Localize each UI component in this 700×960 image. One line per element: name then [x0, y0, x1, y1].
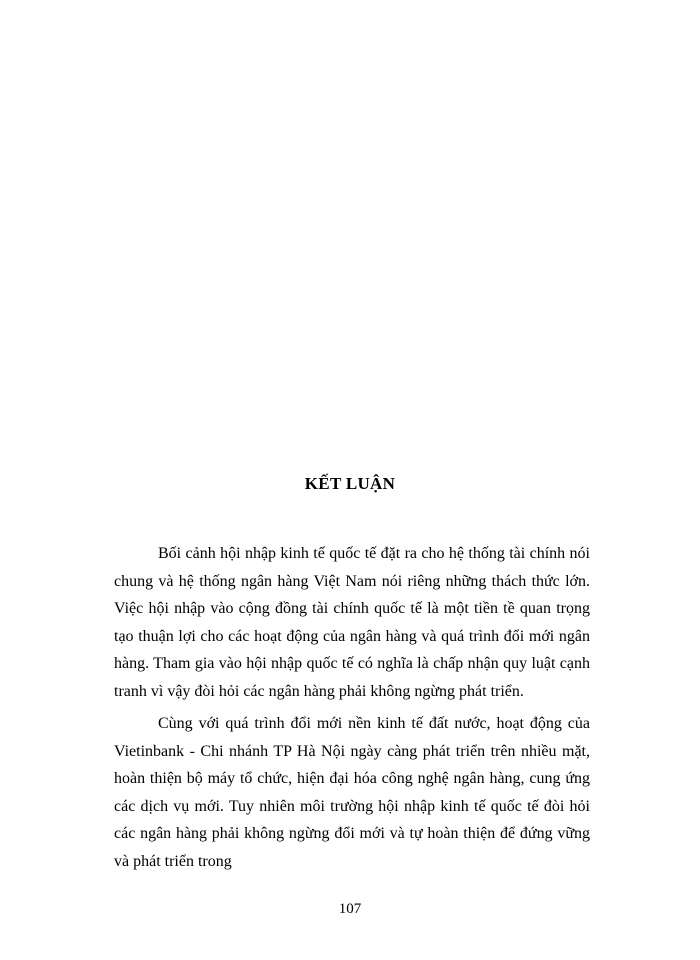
body-paragraph-1: Bối cảnh hội nhập kinh tế quốc tế đặt ra cho hệ thống tài chính nói chung và hệ thống ngân hàng Việt Nam nói riêng những thách thức lớn. Việc hội nhập vào cộng đồng tài chính quốc tế là một tiền tề quan trọng tạo thuận lợi cho các hoạt động của ngân hàng và quá trình đổi mới ngân hàng. Tham gia vào hội nhập quốc tế có nghĩa là chấp nhận quy luật cạnh tranh vì vậy đòi hỏi các ngân hàng phải không ngừng phát triển.	[114, 545, 590, 700]
body-paragraph-2: Cùng với quá trình đổi mới nền kinh tế đất nước, hoạt động của Vietinbank - Chi nhánh TP Hà Nội ngày càng phát triển trên nhiều mặt, hoàn thiện bộ máy tổ chức, hiện đại hóa công nghệ ngân hàng, cung ứng các dịch vụ mới. Tuy nhiên môi trường hội nhập kinh tế quốc tế đòi hỏi các ngân hàng phải không ngừng đổi mới và tự hoàn thiện để đứng vững và phát triển trong	[114, 715, 590, 870]
page-title: KẾT LUẬN	[304, 474, 396, 493]
page-number: 107	[338, 901, 362, 917]
